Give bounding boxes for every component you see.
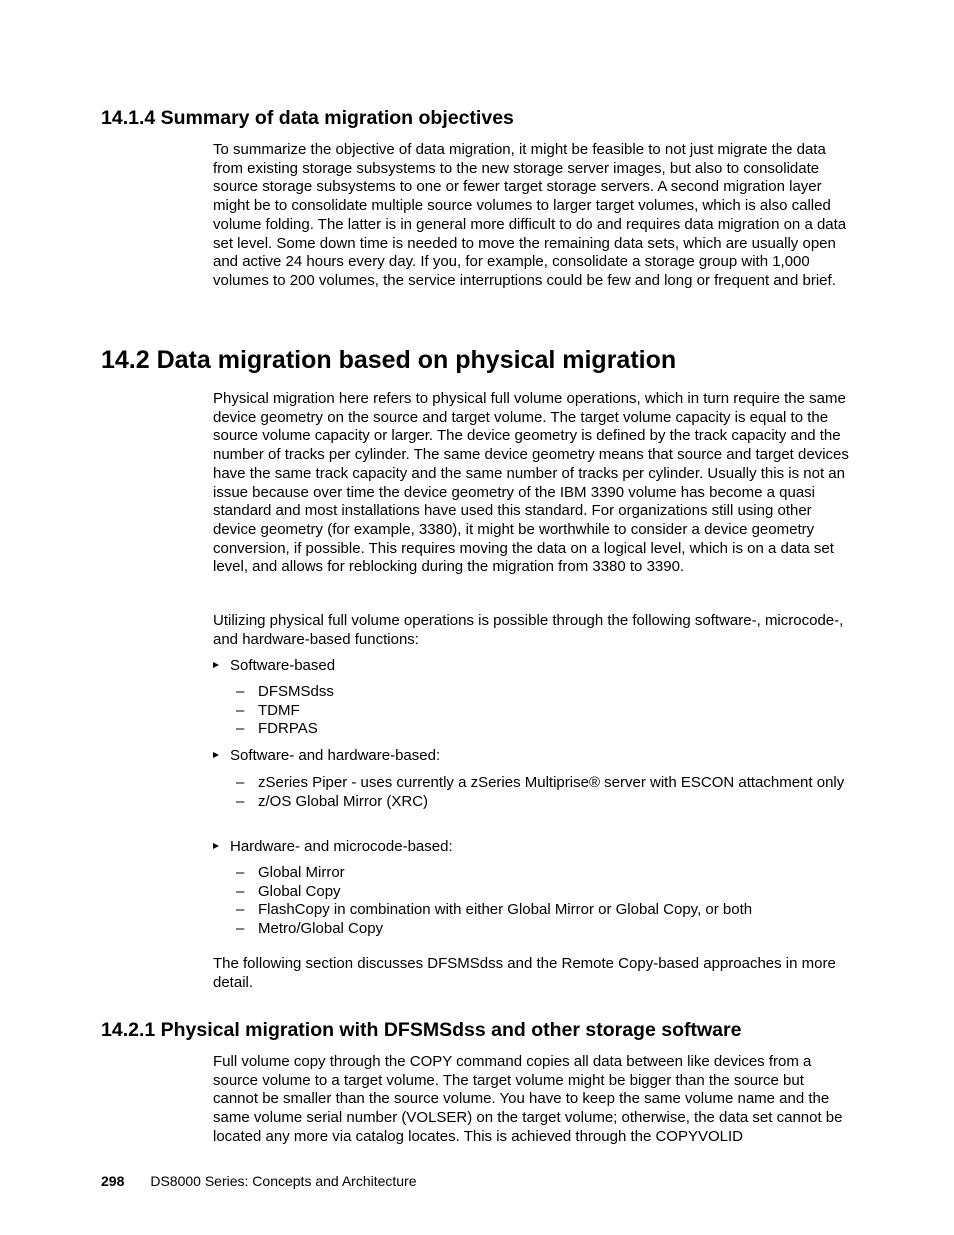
list-item: – Global Copy [236, 882, 341, 900]
functions-intro-paragraph: Utilizing physical full volume operations is possible through the following software-, microcode-, and hardware-based functions: [213, 612, 844, 648]
triangle-bullet-icon [213, 752, 219, 758]
section-heading-14-1-4: 14.1.4 Summary of data migration objectives [101, 107, 514, 129]
list-item: – TDMF [236, 701, 300, 719]
list-item: – FDRPAS [236, 720, 318, 738]
software-hardware-list [236, 774, 853, 811]
list-item: – Metro/Global Copy [236, 920, 384, 938]
bullet-software-hardware-based [213, 747, 440, 766]
list-item: – DFSMSdss [236, 683, 334, 700]
hardware-microcode-list [236, 864, 853, 939]
list-item: – zSeries Piper - uses currently a zSeries Multiprise® server with ESCON attachment only [236, 774, 845, 791]
software-based-list [236, 683, 853, 739]
triangle-bullet-icon [213, 662, 219, 668]
section-heading-14-2: 14.2 Data migration based on physical migration [101, 346, 677, 374]
bullet-hardware-microcode-based [213, 838, 453, 857]
list-item: – FlashCopy in combination with either Global Mirror or Global Copy, or both [236, 901, 753, 919]
bullet-software-based [213, 657, 335, 676]
list-item: – Global Mirror [236, 864, 345, 881]
bullet-label: Software-based [230, 657, 336, 674]
physical-migration-paragraph: Physical migration here refers to physical full volume operations, which in turn require the same device geometry on the source and target volume. The target volume capacity is equal to the source volume capacity or larger. The device geometry is defined by the track capacity and the number of tracks per cylinder. The same device geometry means that source and target devices have the same track capacity and the same number of tracks per cylinder. Usually this is not an issue because over time the device geometry of the IBM 3390 volume has become a quasi standard and most installations have used this standard. For organizations still using other device geometry (for example, 3380), it might be worthwhile to consider a device geometry conversion, if possible. This requires moving the data on a logical level, which is on a data set level, and allows for reblocking during the migration from 3380 to 3390. [213, 390, 849, 576]
page-footer [101, 1173, 417, 1189]
dfsmsdss-paragraph: Full volume copy through the COPY command copies all data between like devices from a source volume to a target volume. The target volume might be bigger than the source but cannot be smaller than the source volume. You have to keep the same volume name and the same volume serial number (VOLSER) on the target volume; otherwise, the data set cannot be located any more via catalog locates. This is achieved through the COPYVOLID [213, 1053, 843, 1145]
following-section-paragraph: The following section discusses DFSMSdss and the Remote Copy-based approaches in more detail. [213, 955, 836, 991]
book-title: DS8000 Series: Concepts and Architecture [150, 1173, 417, 1189]
section-heading-14-2-1: 14.2.1 Physical migration with DFSMSdss and other storage software [101, 1019, 742, 1041]
triangle-bullet-icon [213, 843, 219, 849]
summary-paragraph: To summarize the objective of data migration, it might be feasible to not just migrate the data from existing storage subsystems to the new storage server images, but also to consolidate source storage subsystems to one or fewer target storage servers. A second migration layer might be to consolidate multiple source volumes to larger target volumes, which is also called volume folding. The latter is in general more difficult to do and requires data migration on a data set level. Some down time is needed to move the remaining data sets, which are usually open and active 24 hours every day. If you, for example, consolidate a storage group with 1,000 volumes to 200 volumes, the service interruptions could be few and long or frequent and brief. [213, 141, 847, 289]
page-number: 298 [101, 1173, 125, 1189]
list-item: – z/OS Global Mirror (XRC) [236, 792, 429, 810]
bullet-label: Hardware- and microcode-based: [230, 838, 453, 855]
bullet-label: Software- and hardware-based: [230, 747, 441, 764]
